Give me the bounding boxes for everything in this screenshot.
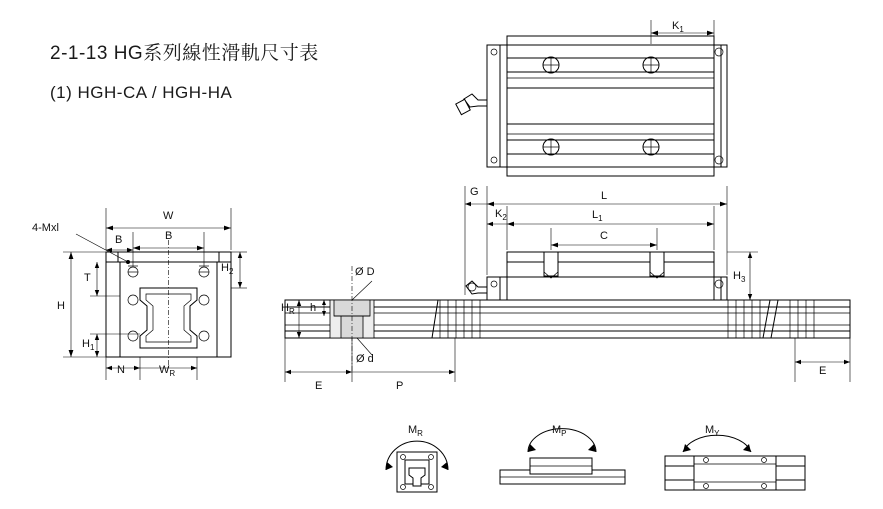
dim-label-N: N bbox=[117, 364, 125, 376]
dim-label-K2: $K_2$ bbox=[495, 208, 507, 223]
dim-label-WR: $W_R$ bbox=[159, 364, 176, 379]
dim-label-W: W bbox=[163, 210, 174, 222]
page-title: 2-1-13 HG系列線性滑軌尺寸表 bbox=[50, 43, 319, 64]
dim-label-G: G bbox=[470, 186, 479, 198]
moment-label-MY: $M_Y$ bbox=[705, 424, 720, 439]
dim-label-H: H bbox=[57, 300, 65, 312]
moment-my-geometry bbox=[665, 435, 805, 490]
moment-mr-geometry bbox=[386, 441, 448, 492]
dim-label-K1: $K_1$ bbox=[672, 20, 684, 35]
dim-label-B: B bbox=[165, 230, 173, 242]
front-view-geometry bbox=[63, 208, 247, 380]
moment-label-MP: $M_P$ bbox=[552, 424, 567, 439]
dim-label-E-right: E bbox=[819, 365, 827, 377]
dim-label-E-left: E bbox=[315, 380, 323, 392]
dim-label-OD: Ø D bbox=[355, 266, 375, 278]
dim-label-h: h bbox=[310, 302, 317, 314]
dim-label-4-Mxl: 4-Mxl bbox=[32, 222, 59, 234]
dim-label-P: P bbox=[396, 380, 404, 392]
dim-label-C: C bbox=[600, 230, 608, 242]
dim-label-H3: $H_3$ bbox=[733, 270, 746, 285]
dim-label-L1: $L_1$ bbox=[592, 209, 603, 224]
top-view-geometry bbox=[456, 20, 727, 176]
moment-label-MR: $M_R$ bbox=[408, 424, 423, 439]
dim-label-T: T bbox=[84, 272, 91, 284]
page-subtitle: (1) HGH-CA / HGH-HA bbox=[50, 83, 233, 102]
dim-label-H1: $H_1$ bbox=[82, 338, 95, 353]
dim-label-HR: $H_R$ bbox=[281, 302, 295, 317]
dim-label-L: L bbox=[601, 190, 608, 202]
dim-label-B-left: B bbox=[115, 234, 123, 246]
dim-label-Od: Ø d bbox=[356, 353, 374, 365]
dim-label-H2: $H_2$ bbox=[221, 262, 234, 277]
